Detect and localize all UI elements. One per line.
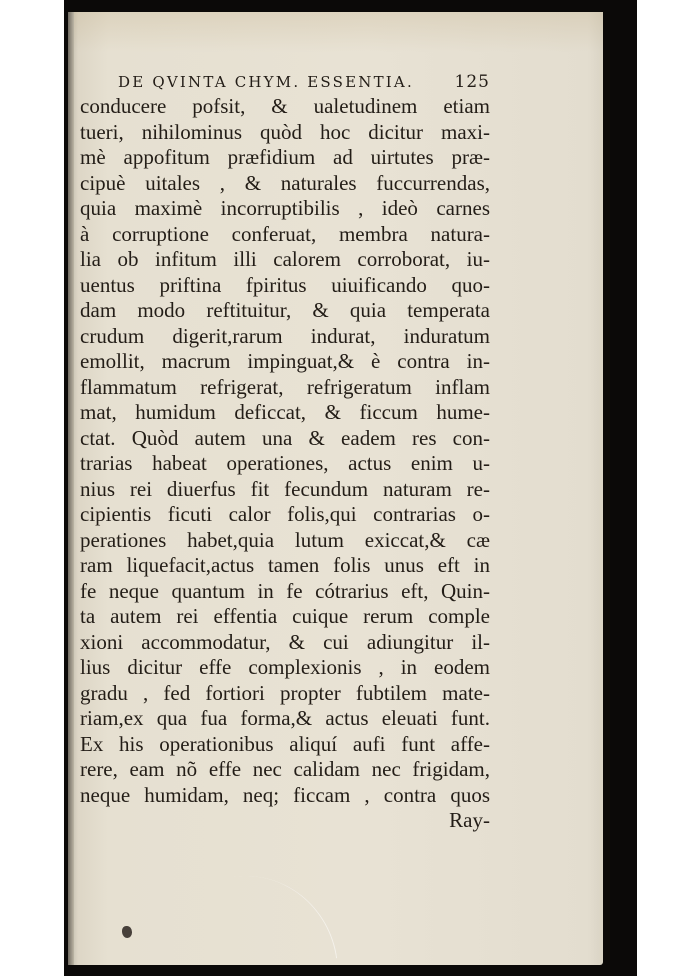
text-line: trarias habeat operationes, actus enim u- [80, 451, 490, 475]
text-line: perationes habet,quia lutum exiccat,& cæ [80, 527, 490, 552]
text-line: cipuè uitales , & naturales fuccurrendas, [80, 170, 490, 195]
text-line: à corruptione conferuat, membra natura- [80, 221, 490, 246]
text-line: neque humidam, neq; ficcam , contra quos [80, 782, 490, 807]
text-line: crudum digerit,rarum indurat, induratum [80, 323, 490, 348]
text-line: lia ob infitum illi calorem corroborat, iu- [80, 247, 490, 271]
body-text [80, 94, 490, 808]
text-line: fe neque quantum in fe cótrarius eft, Quin- [80, 578, 490, 603]
text-line: xioni accommodatur, & cui adiungitur il- [80, 629, 490, 654]
text-line: tueri, nihilominus quòd hoc dicitur maxi- [80, 119, 490, 144]
text-line: flammatum refrigerat, refrigeratum inflam [80, 374, 490, 399]
text-line: mè appofitum præfidium ad uirtutes præ- [80, 145, 490, 169]
catchword: Ray- [449, 808, 490, 832]
running-title: DE QVINTA CHYM. ESSENTIA. [118, 73, 414, 91]
running-header [80, 70, 490, 94]
text-line: dam modo reftituitur, & quia temperata [80, 298, 490, 322]
text-line: emollit, macrum impinguat,& è contra in- [80, 349, 490, 373]
page-gutter-shadow [68, 12, 74, 965]
text-line: rere, eam nõ effe nec calidam nec frigidam, [80, 757, 490, 781]
text-line: ta autem rei effentia cuique rerum comple [80, 604, 490, 628]
text-line: quia maximè incorruptibilis , ideò carnes [80, 196, 490, 220]
text-line: ram liquefacit,actus tamen folis unus eft in [80, 553, 490, 577]
ink-blot [122, 926, 132, 938]
text-line: gradu , fed fortiori propter fubtilem mate- [80, 680, 490, 705]
text-line: uentus priftina fpiritus uiuificando quo- [80, 272, 490, 297]
text-line: cipientis ficuti calor folis,qui contrarias o- [80, 502, 490, 526]
text-line: riam,ex qua fua forma,& actus eleuati funt. [80, 706, 490, 730]
text-line: ctat. Quòd autem una & eadem res con- [80, 425, 490, 450]
text-line: nius rei diuerfus fit fecundum naturam re- [80, 476, 490, 501]
text-line: lius dicitur effe complexionis , in eodem [80, 655, 490, 679]
text-line: Ex his operationibus aliquí aufi funt affe- [80, 731, 490, 756]
page-text [80, 70, 490, 834]
page-number: 125 [454, 72, 490, 92]
text-line: conducere pofsit, & ualetudinem etiam [80, 94, 490, 118]
text-line: mat, humidum deficcat, & ficcum hume- [80, 400, 490, 424]
